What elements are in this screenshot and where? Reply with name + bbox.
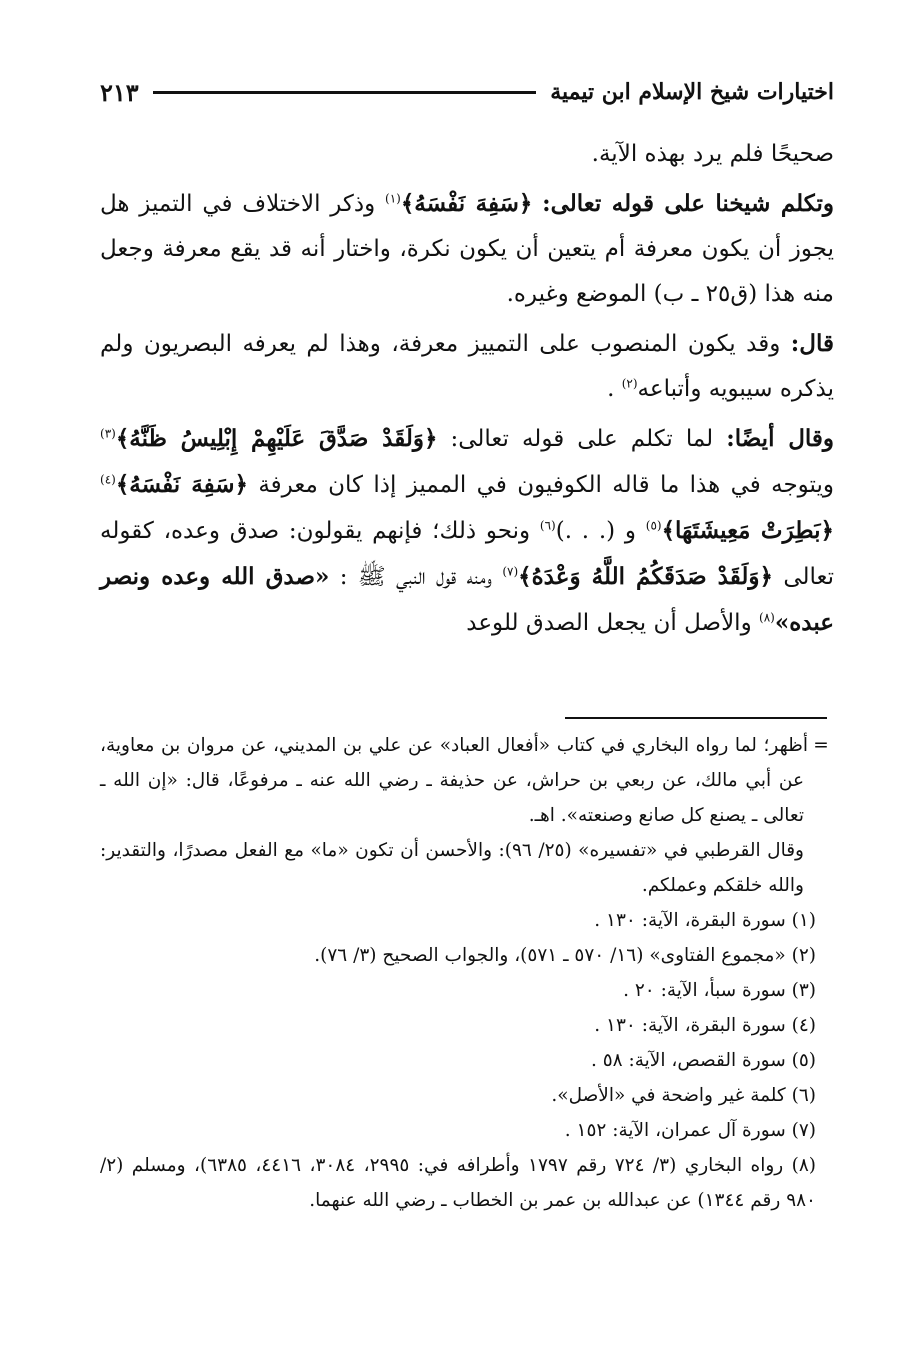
paragraph-1 [100, 181, 834, 317]
footnote-8: (٨) رواه البخاري (٣/ ٧٢٤ رقم ١٧٩٧ وأطرافه في: ٢٩٩٥، ٣٠٨٤، ٤٤١٦، ٦٣٨٥)، ومسلم (٢/ ٩٨٠ رقم ١٣٤٤) عن عبدالله بن عمر بن الخطاب ـ رضي الله عنهما. [100, 1155, 816, 1211]
paragraph-text: وقد يكون المنصوب على التمييز معرفة، وهذا لم يعرفه البصريون ولم يذكره سيبويه وأتباعه [100, 331, 834, 402]
footnote-ref: (٦) [539, 518, 556, 533]
footnote-ref: (٨) [759, 610, 775, 625]
footnote-text: وقال القرطبي في «تفسيره» (٢٥/ ٩٦): والأحسن أن تكون «ما» مع الفعل مصدرًا، والتقدير: والله خلقكم وعملكم. [100, 840, 804, 896]
footnote-ref: (٣) [100, 426, 116, 441]
footnote-6: (٦) كلمة غير واضحة في «الأصل». [551, 1085, 816, 1106]
paragraph-0 [100, 132, 834, 177]
footnote-7: (٧) سورة آل عمران، الآية: ١٥٢ . [564, 1120, 816, 1141]
header-rule [153, 91, 537, 94]
continuation-mark: = [813, 735, 829, 756]
footnote-ref: (١) [385, 191, 401, 206]
quran-quote: ﴿وَلَقَدْ صَدَّقَ عَلَيْهِمْ إِبْلِيسُ ظَنَّهُ﴾ [115, 425, 438, 452]
footnote-continuation [100, 833, 834, 903]
footnotes [100, 728, 834, 1218]
paragraph-lead: وقال أيضًا: [726, 425, 835, 452]
paragraph-text: ويتوجه في هذا ما قاله الكوفيون في المميز إذا كان معرفة [258, 472, 834, 498]
footnote-ref: (٧) [502, 564, 519, 579]
footnote-separator [565, 717, 827, 719]
footnote-3: (٣) سورة سبأ، الآية: ٢٠ . [623, 980, 816, 1001]
quran-quote: ﴿سَفِهَ نَفْسَهُ﴾ [115, 471, 248, 498]
footnote-1: (١) سورة البقرة، الآية: ١٣٠ . [594, 910, 816, 931]
paragraph-text: صحيحًا فلم يرد بهذه الآية. [591, 141, 834, 167]
book-title: اختيارات شيخ الإسلام ابن تيمية [550, 79, 834, 105]
paragraph-text: والأصل أن يجعل الصدق للوعد [466, 610, 752, 636]
paragraph-lead: وتكلم شيخنا على قوله تعالى: [542, 190, 834, 217]
paragraph-text: و (. . .) [555, 518, 636, 544]
footnote-continuation [100, 728, 834, 833]
paragraph-end: . [607, 376, 615, 402]
paragraph-text: لما تكلم على قوله تعالى: [450, 426, 714, 452]
quran-quote: ﴿سَفِهَ نَفْسَهُ﴾ [400, 190, 533, 217]
footnote-4: (٤) سورة البقرة، الآية: ١٣٠ . [594, 1015, 816, 1036]
footnote-text: أظهر؛ لما رواه البخاري في كتاب «أفعال العباد» عن علي بن المديني، عن مروان بن معاوية، عن أبي مالك، عن ربعي بن حراش، عن حذيفة ـ رضي الله عنه ـ مرفوعًا، قال: «إن الله ـ تعالى ـ يصنع كل صانع وصنعته». اهـ. [100, 735, 808, 826]
paragraph-text: ونحو ذلك؛ فإنهم يقولون: صدق وعده، كقوله تعالى [100, 518, 835, 590]
footnote-5: (٥) سورة القصص، الآية: ٥٨ . [590, 1050, 816, 1071]
quran-quote: ﴿بَطِرَتْ مَعِيشَتَهَا﴾ [661, 517, 835, 544]
running-header [100, 72, 834, 112]
page-number: ٢١٣ [100, 77, 139, 107]
main-text [100, 132, 834, 650]
footnote-ref: (٢) [621, 376, 638, 391]
footnote-2: (٢) «مجموع الفتاوى» (١٦/ ٥٧٠ ـ ٥٧١)، والجواب الصحيح (٣/ ٧٦). [314, 945, 816, 966]
footnote-ref: (٥) [645, 518, 662, 533]
paragraph-text: وذكر الاختلاف في التميز هل يجوز أن يكون معرفة أم يتعين أن يكون نكرة، واختار أنه قد يقع معرفة وجعل منه هذا (ق٢٥ ـ ب) الموضع وغيره. [100, 191, 834, 307]
hadith-quote: «صدق الله وعده ونصر عبده» [100, 563, 834, 636]
paragraph-3 [100, 416, 834, 646]
footnote-ref: (٤) [100, 472, 116, 487]
paragraph-2 [100, 321, 834, 412]
paragraph-text: ومنه قول النبي ﷺ : [339, 564, 492, 590]
paragraph-lead: قال: [790, 330, 834, 357]
quran-quote: ﴿وَلَقَدْ صَدَقَكُمُ اللَّهُ وَعْدَهُ﴾ [518, 563, 773, 590]
